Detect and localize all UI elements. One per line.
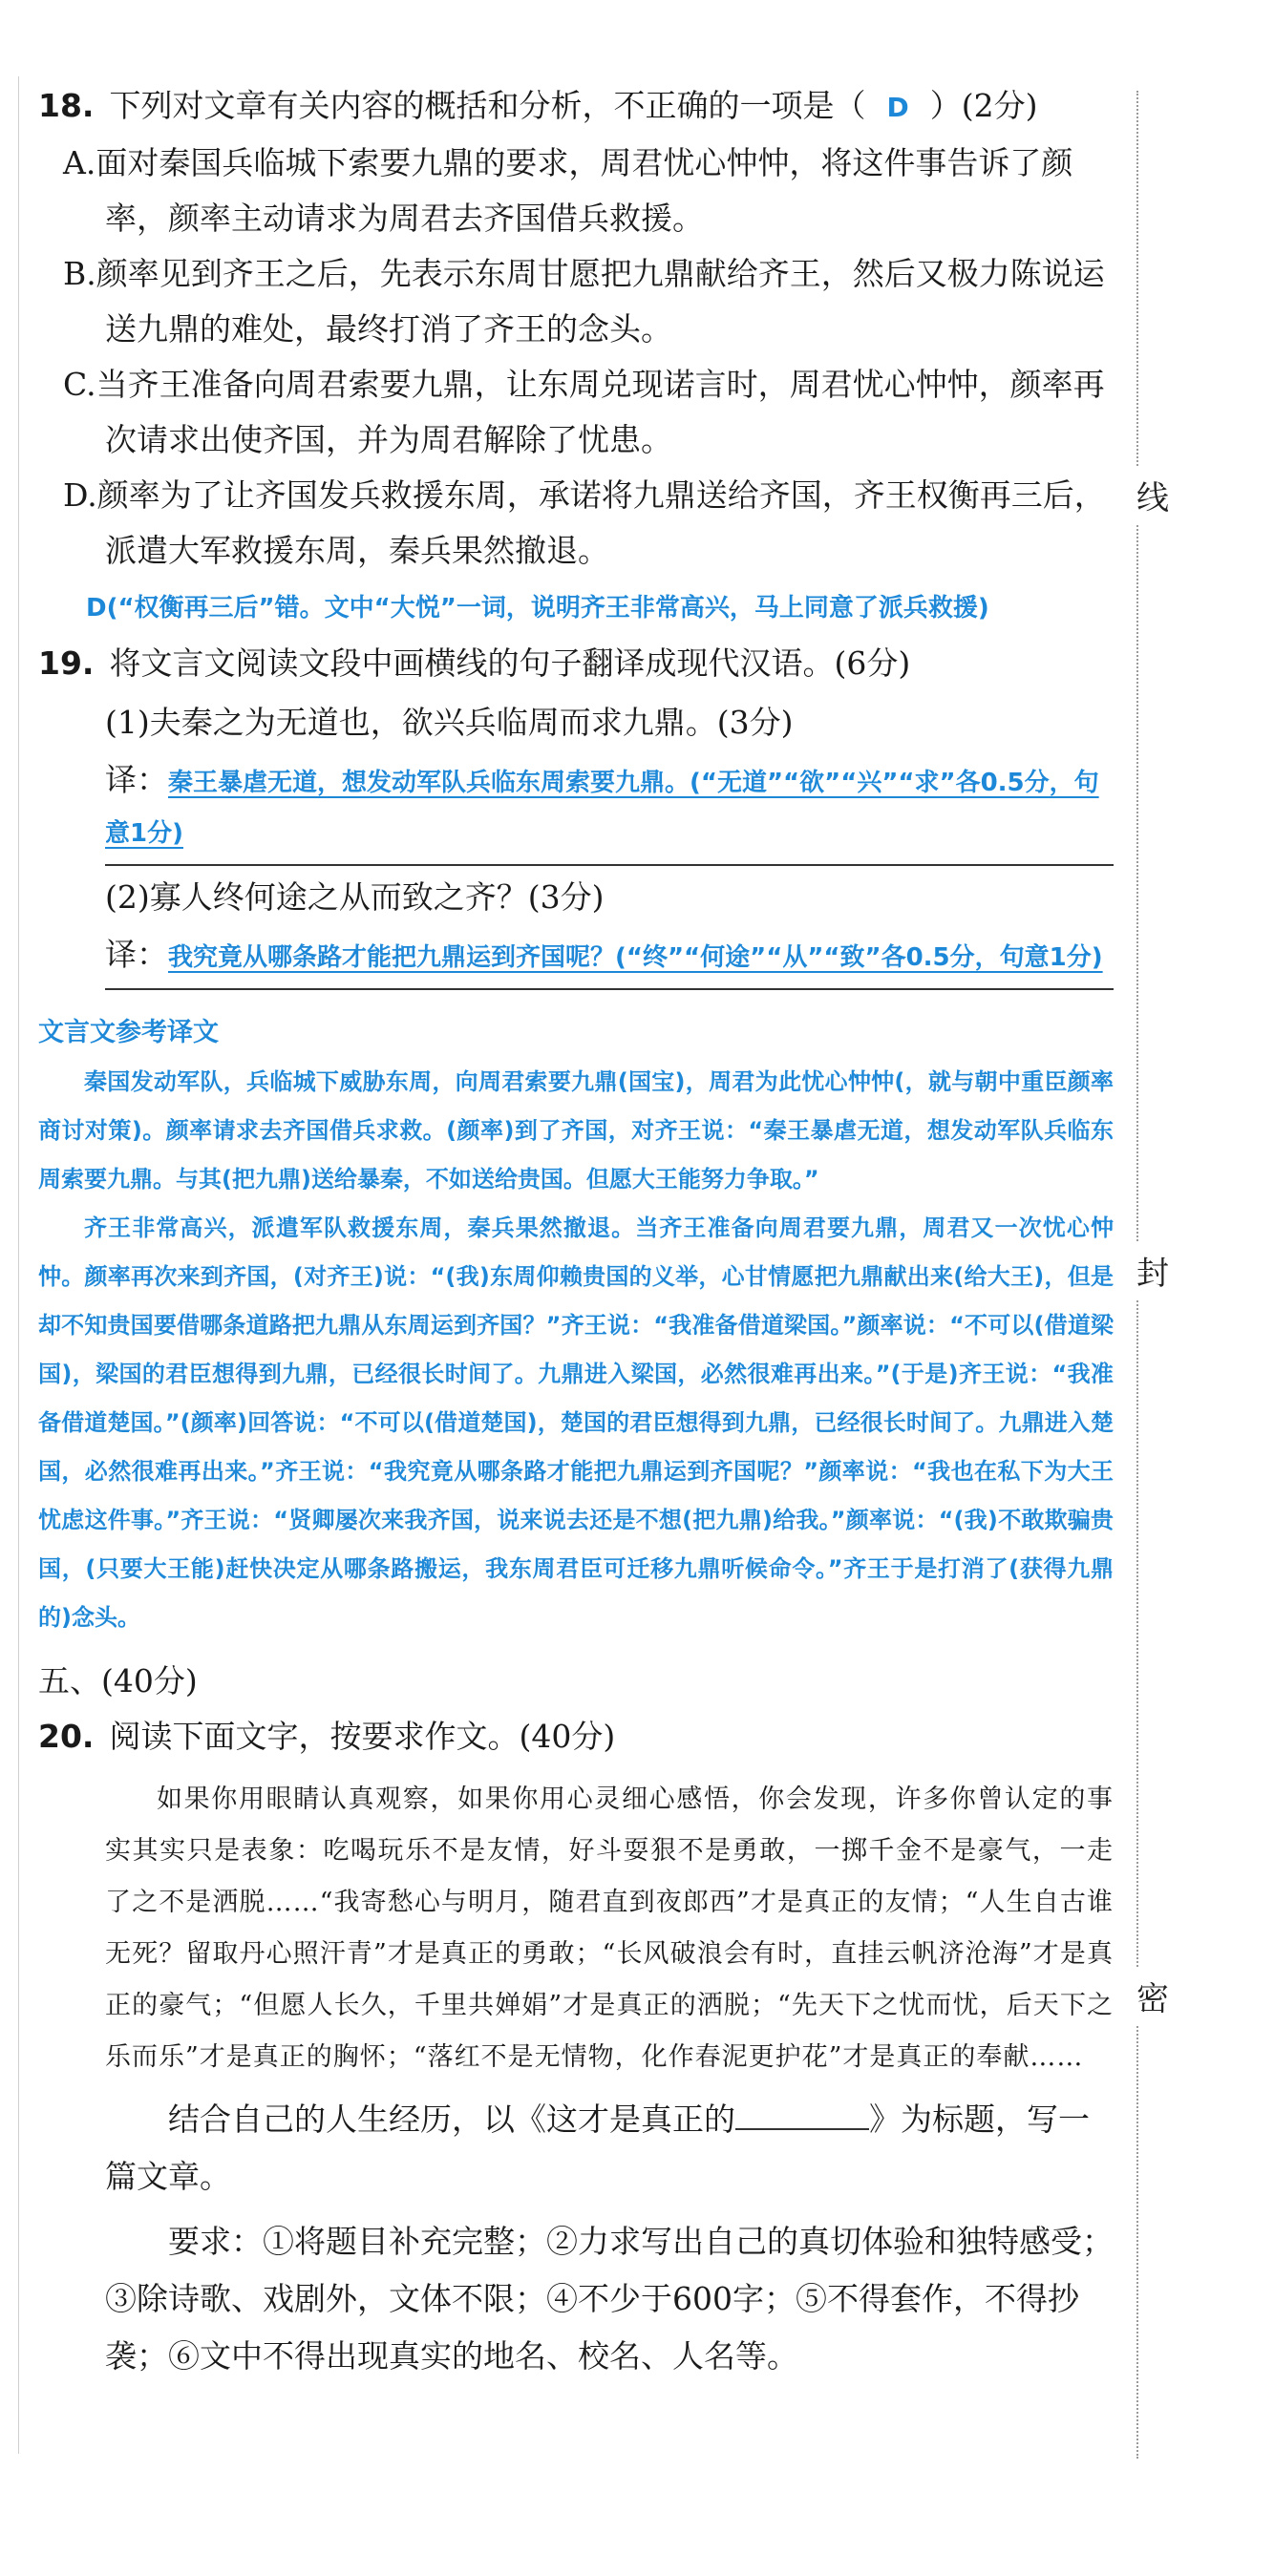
option-text: 颜率见到齐王之后，先表示东周甘愿把九鼎献给齐王，然后又极力陈说运送九鼎的难处，最终打消了齐王的念头。 [96, 255, 1105, 348]
question-20-stem [38, 1709, 1114, 1764]
translation-text: 我究竟从哪条路才能把九鼎运到齐国呢？(“终”“何途”“从”“致”各0.5分，句意1分) [168, 943, 1103, 972]
question-number: 18. [38, 87, 95, 124]
task-text-before: 结合自己的人生经历，以《这才是真正的 [168, 2101, 735, 2138]
essay-requirements: 要求：①将题目补充完整；②力求写出自己的真切体验和独特感受；③除诗歌、戏剧外，文体不限；④不少于600字；⑤不得套作，不得抄袭；⑥文中不得出现真实的地名、校名、人名等。 [105, 2223, 1114, 2375]
section-heading: 五、(40分) [38, 1662, 198, 1700]
question-number: 19. [38, 644, 95, 682]
reference-paragraph-1: 秦国发动军队，兵临城下威胁东周，向周君索要九鼎(国宝)，周君为此忧心忡忡(，就与朝中重臣颜率商讨对策)。颜率请求去齐国借兵求救。(颜率)到了齐国，对齐王说：“秦王暴虐无道，想发动军队兵临东周索要九鼎。与其(把九鼎)送给暴秦，不如送给贵国。但愿大王能努力争取。” [38, 1068, 1114, 1193]
binding-char-line: 线 [1130, 466, 1176, 524]
option-text: 当齐王准备向周君索要九鼎，让东周兑现诺言时，周君忧心忡忡，颜率再次请求出使齐国，并为周君解除了忧患。 [96, 366, 1105, 458]
answer-explanation: D(“权衡再三后”错。文中“大悦”一词，说明齐王非常高兴，马上同意了派兵救援) [86, 594, 989, 623]
left-margin-rule [18, 76, 19, 2454]
option-text: 面对秦国兵临城下索要九鼎的要求，周君忧心忡忡，将这件事告诉了颜率，颜率主动请求为周君去齐国借兵救援。 [96, 144, 1073, 237]
task-text-after: 》为标题，写一篇文章。 [105, 2101, 1090, 2195]
option-c [38, 357, 1114, 468]
binding-char-secret: 密 [1130, 1967, 1176, 2025]
reference-title: 文言文参考译文 [38, 1018, 219, 1047]
question-score: ）(2分) [929, 87, 1038, 124]
translate-sentence-1: (1)夫秦之为无道也，欲兴兵临周而求九鼎。(3分) [105, 704, 794, 741]
translate-sentence-2: (2)寡人终何途之从而致之齐？(3分) [105, 878, 605, 916]
question-text: 阅读下面文字，按要求作文。(40分) [109, 1718, 616, 1755]
option-d [38, 468, 1114, 579]
option-b [38, 246, 1114, 357]
essay-material: 如果你用眼睛认真观察，如果你用心灵细心感悟，你会发现，许多你曾认定的事实其实只是表象：吃喝玩乐不是友情，好斗耍狠不是勇敢，一掷千金不是豪气，一走了之不是洒脱……“我寄愁心与明月，随君直到夜郎西”才是真正的友情；“人生自古谁无死？留取丹心照汗青”才是真正的勇敢；“长风破浪会有时，直挂云帆济沧海”才是真正的豪气；“但愿人长久，千里共婵娟”才是真正的洒脱；“先天下之忧而忧，后天下之乐而乐”才是真正的胸怀；“落红不是无情物，化作春泥更护花”才是真正的奉献…… [105, 1784, 1114, 2072]
translation-text: 秦王暴虐无道，想发动军队兵临东周索要九鼎。(“无道”“欲”“兴”“求”各0.5分，句意1分) [105, 769, 1099, 848]
option-label: A. [63, 144, 96, 181]
page-content [38, 78, 1114, 2385]
question-number: 20. [38, 1718, 95, 1755]
question-19-stem [38, 636, 1114, 691]
translation-prefix: 译： [105, 936, 168, 973]
answer-mark: D [886, 92, 909, 123]
option-label: C. [63, 366, 96, 403]
question-text: 下列对文章有关内容的概括和分析，不正确的一项是（ [109, 87, 866, 124]
option-text: 颜率为了让齐国发兵救援东周，承诺将九鼎送给齐国，齐王权衡再三后，派遣大军救援东周，秦兵果然撤退。 [96, 476, 1106, 569]
option-a [38, 136, 1114, 246]
translation-answer-2 [105, 931, 1114, 990]
translation-answer-1 [105, 756, 1114, 866]
binding-char-seal: 封 [1130, 1241, 1176, 1299]
question-text: 将文言文阅读文段中画横线的句子翻译成现代汉语。(6分) [109, 644, 911, 682]
reference-paragraph-2: 齐王非常高兴，派遣军队救援东周，秦兵果然撤退。当齐王准备向周君要九鼎，周君又一次忧心忡忡。颜率再次来到齐国，(对齐王)说：“(我)东周仰赖贵国的义举，心甘情愿把九鼎献出来(给大王)，但是却不知贵国要借哪条道路把九鼎从东周运到齐国？”齐王说：“我准备借道梁国。”颜率说：“不可以(借道梁国)，梁国的君臣想得到九鼎，已经很长时间了。九鼎进入梁国，必然很难再出来。”(于是)齐王说：“我准备借道楚国。”(颜率)回答说：“不可以(借道楚国)，楚国的君臣想得到九鼎，已经很长时间了。九鼎进入楚国，必然很难再出来。”齐王说：“我究竟从哪条路才能把九鼎运到齐国呢？”颜率说：“我也在私下为大王忧虑这件事。”齐王说：“贤卿屡次来我齐国，说来说去还是不想(把九鼎)给我。”颜率说：“(我)不敢欺骗贵国，(只要大王能)赶快决定从哪条路搬运，我东周君臣可迁移九鼎听候命令。”齐王于是打消了(获得九鼎的)念头。 [38, 1214, 1114, 1631]
title-blank [735, 2100, 869, 2130]
translation-prefix: 译： [105, 761, 168, 798]
question-18-stem [38, 78, 1114, 136]
option-label: B. [63, 255, 96, 292]
option-label: D. [63, 476, 97, 514]
essay-task [105, 2091, 1114, 2206]
